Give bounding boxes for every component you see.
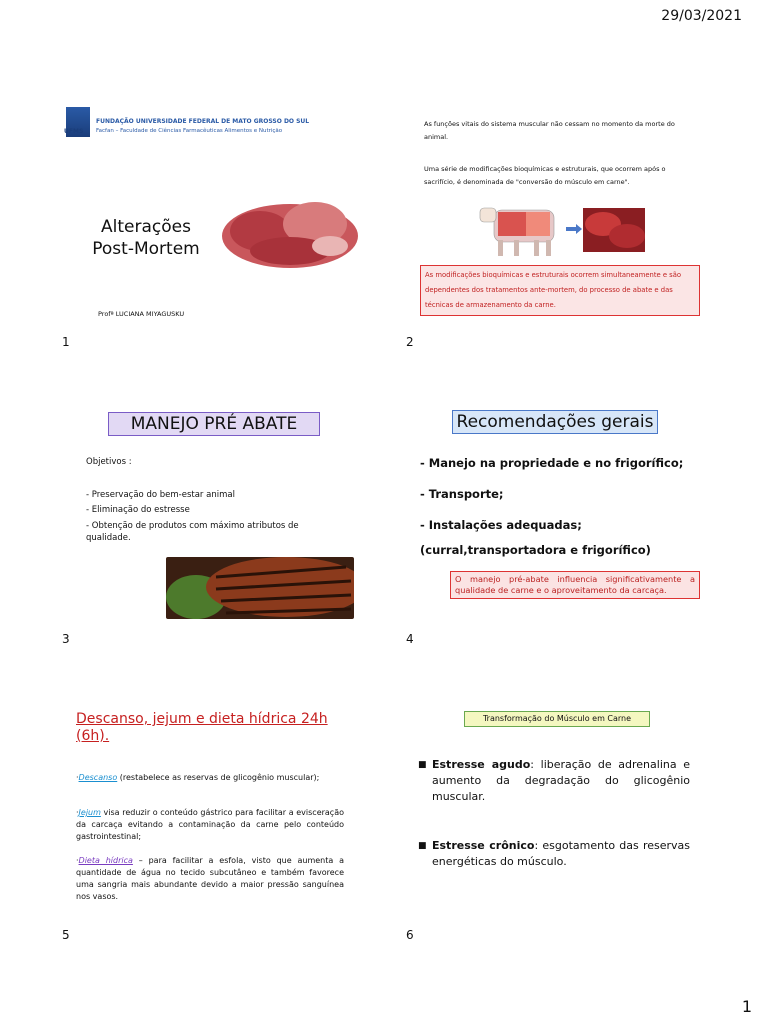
- recommendation-item: - Instalações adequadas;: [420, 518, 582, 532]
- list-item: - Eliminação do estresse: [86, 505, 190, 515]
- steak-image: [583, 208, 645, 252]
- slide-number: 3: [62, 632, 70, 646]
- paragraph-2: Uma série de modificações bioquímicas e estruturais, que ocorrem após o sacrifício, é denominada de "conversão do músculo em carne".: [424, 165, 666, 186]
- slide-title: Recomendações gerais: [452, 410, 658, 434]
- author: Profª LUCIANA MIYAGUSKU: [98, 310, 185, 318]
- slide-number: 2: [406, 335, 414, 349]
- slide-title: [76, 216, 216, 260]
- text: (restabelece as reservas de glicogênio muscular);: [117, 773, 320, 782]
- red-callout-box: As modificações bioquímicas e estruturais ocorrem simultaneamente e são dependentes dos tratamentos ante-mortem, do processo de abate e das técnicas de armazenamento da carne.: [420, 265, 700, 316]
- print-date: 29/03/2021: [661, 8, 742, 24]
- slide-number: 6: [406, 928, 414, 942]
- ufms-logo-text: UFMS: [64, 128, 84, 135]
- paragraph-jejum: ·Jejum visa reduzir o conteúdo gástrico para facilitar a evisceração da carcaça evitando a contaminação da carne pelo conteúdo gastrointestinal;: [76, 808, 344, 841]
- text: – para facilitar a esfola, visto que aumenta a quantidade de água no tecido subcutâneo e também favorece uma sangria mais abundante devido a maior pressão sanguínea nos vasos.: [76, 856, 345, 901]
- slide-number: 5: [62, 928, 70, 942]
- slide-number: 4: [406, 632, 414, 646]
- objectives-label: Objetivos :: [86, 457, 132, 467]
- meat-cuts-image: [220, 186, 362, 272]
- arrow-right-icon: [566, 224, 582, 234]
- title-line1: Alterações: [101, 217, 191, 237]
- term-descanso: Descanso: [78, 773, 118, 782]
- recommendation-item: - Transporte;: [420, 487, 504, 501]
- slide-title: MANEJO PRÉ ABATE: [108, 412, 320, 436]
- text: : esgotamento das reservas energéticas do músculo.: [432, 839, 690, 868]
- slide-title: Descanso, jejum e dieta hídrica 24h (6h).: [76, 711, 328, 744]
- text: visa reduzir o conteúdo gástrico para facilitar a evisceração da carcaça evitando a contaminação da carne pelo conteúdo gastrointestinal;: [76, 808, 344, 841]
- term-jejum: Jejum: [78, 808, 101, 817]
- page-number: 1: [741, 997, 752, 1016]
- list-item: - Preservação do bem-estar animal: [86, 490, 235, 500]
- institution-line1: FUNDAÇÃO UNIVERSIDADE FEDERAL DE MATO GROSSO DO SUL: [96, 118, 310, 125]
- institution-line2: Facfan – Faculdade de Ciências Farmacêuticas Alimentos e Nutrição: [96, 128, 283, 134]
- slide-number: 1: [62, 335, 70, 349]
- grilled-meat-image: [166, 557, 354, 619]
- objectives-list: [86, 488, 338, 544]
- list-item: - Obtenção de produtos com máximo atributos de qualidade.: [86, 521, 299, 543]
- recommendation-item: (curral,transportadora e frigorífico): [420, 543, 651, 557]
- bullet-chronic-stress: [418, 838, 690, 870]
- term-dieta-hidrica: Dieta hídrica: [78, 856, 133, 865]
- red-callout-box: O manejo pré-abate influencia significativamente a qualidade de carne e o aproveitamento da carcaça.: [450, 571, 700, 599]
- bullet-square-icon: ■: [418, 760, 427, 770]
- text: : liberação de adrenalina e aumento da degradação do glicogênio muscular.: [432, 758, 690, 803]
- paragraph-1: As funções vitais do sistema muscular não cessam no momento da morte do animal.: [424, 120, 675, 141]
- paragraph-dieta: ·Dieta hídrica – para facilitar a esfola, visto que aumenta a quantidade de água no tecido subcutâneo e também favorece uma sangria mais abundante devido a maior pressão sanguínea nos vasos.: [76, 856, 345, 901]
- slide-title: Transformação do Músculo em Carne: [464, 711, 650, 727]
- paragraph-descanso: ·Descanso (restabelece as reservas de glicogênio muscular);: [76, 773, 320, 782]
- title-line2: Post-Mortem: [92, 239, 200, 259]
- cow-diagram-image: [478, 202, 568, 258]
- bullet-acute-stress: [418, 757, 690, 805]
- recommendation-item: - Manejo na propriedade e no frigorífico;: [420, 456, 684, 470]
- term-acute-stress: Estresse agudo: [432, 758, 531, 771]
- bullet-square-icon: ■: [418, 841, 427, 851]
- term-chronic-stress: Estresse crônico: [432, 839, 535, 852]
